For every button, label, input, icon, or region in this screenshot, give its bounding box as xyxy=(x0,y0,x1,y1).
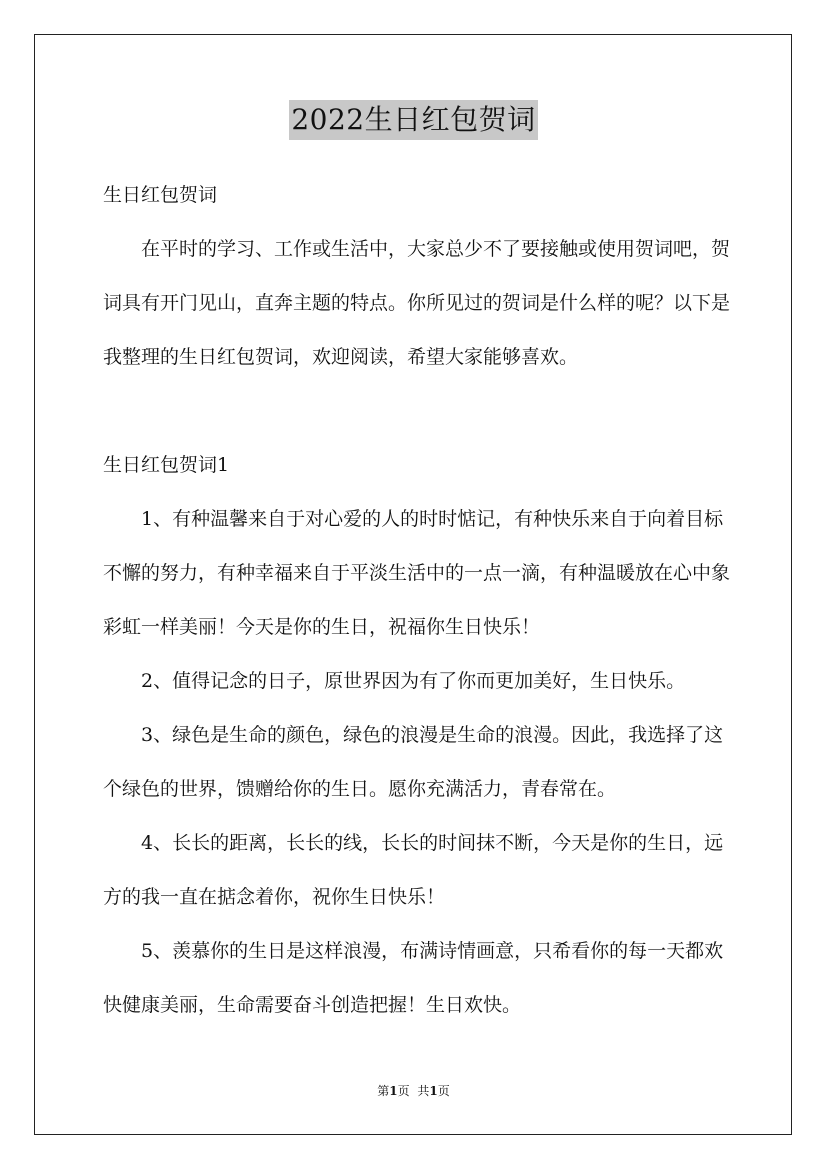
section-heading: 生日红包贺词1 xyxy=(103,454,230,476)
document-body xyxy=(103,168,733,1032)
intro-heading: 生日红包贺词 xyxy=(103,184,218,206)
page-suffix: 页 xyxy=(397,1084,410,1098)
greeting-item-4: 4、长长的距离，长长的线，长长的时间抹不断，今天是你的生日，远方的我一直在掂念着你，祝你生日快乐！ xyxy=(103,832,724,908)
total-prefix: 共 xyxy=(417,1084,430,1098)
intro-paragraph: 在平时的学习、工作或生活中，大家总少不了要接触或使用贺词吧，贺词具有开门见山，直奔主题的特点。你所见过的贺词是什么样的呢？以下是我整理的生日红包贺词，欢迎阅读，希望大家能够喜欢。 xyxy=(103,238,731,368)
page-footer xyxy=(0,1081,827,1101)
page-number: 1 xyxy=(389,1084,398,1098)
section-spacer xyxy=(103,384,733,438)
title-container xyxy=(0,100,827,140)
total-pages: 1 xyxy=(429,1084,438,1098)
greeting-item-1: 1、有种温馨来自于对心爱的人的时时惦记，有种快乐来自于向着目标不懈的努力，有种幸福来自于平淡生活中的一点一滴，有种温暖放在心中象彩虹一样美丽！今天是你的生日，祝福你生日快乐！ xyxy=(103,508,731,638)
greeting-item-5: 5、羡慕你的生日是这样浪漫，布满诗情画意，只希看你的每一天都欢快健康美丽，生命需要奋斗创造把握！生日欢快。 xyxy=(103,940,724,1016)
greeting-item-2: 2、值得记念的日子，原世界因为有了你而更加美好，生日快乐。 xyxy=(141,670,686,692)
document-title: 2022生日红包贺词 xyxy=(289,100,537,140)
total-suffix: 页 xyxy=(437,1084,450,1098)
greeting-item-3: 3、绿色是生命的颜色，绿色的浪漫是生命的浪漫。因此，我选择了这个绿色的世界，馈赠给你的生日。愿你充满活力，青春常在。 xyxy=(103,724,724,800)
page-prefix: 第 xyxy=(377,1084,390,1098)
